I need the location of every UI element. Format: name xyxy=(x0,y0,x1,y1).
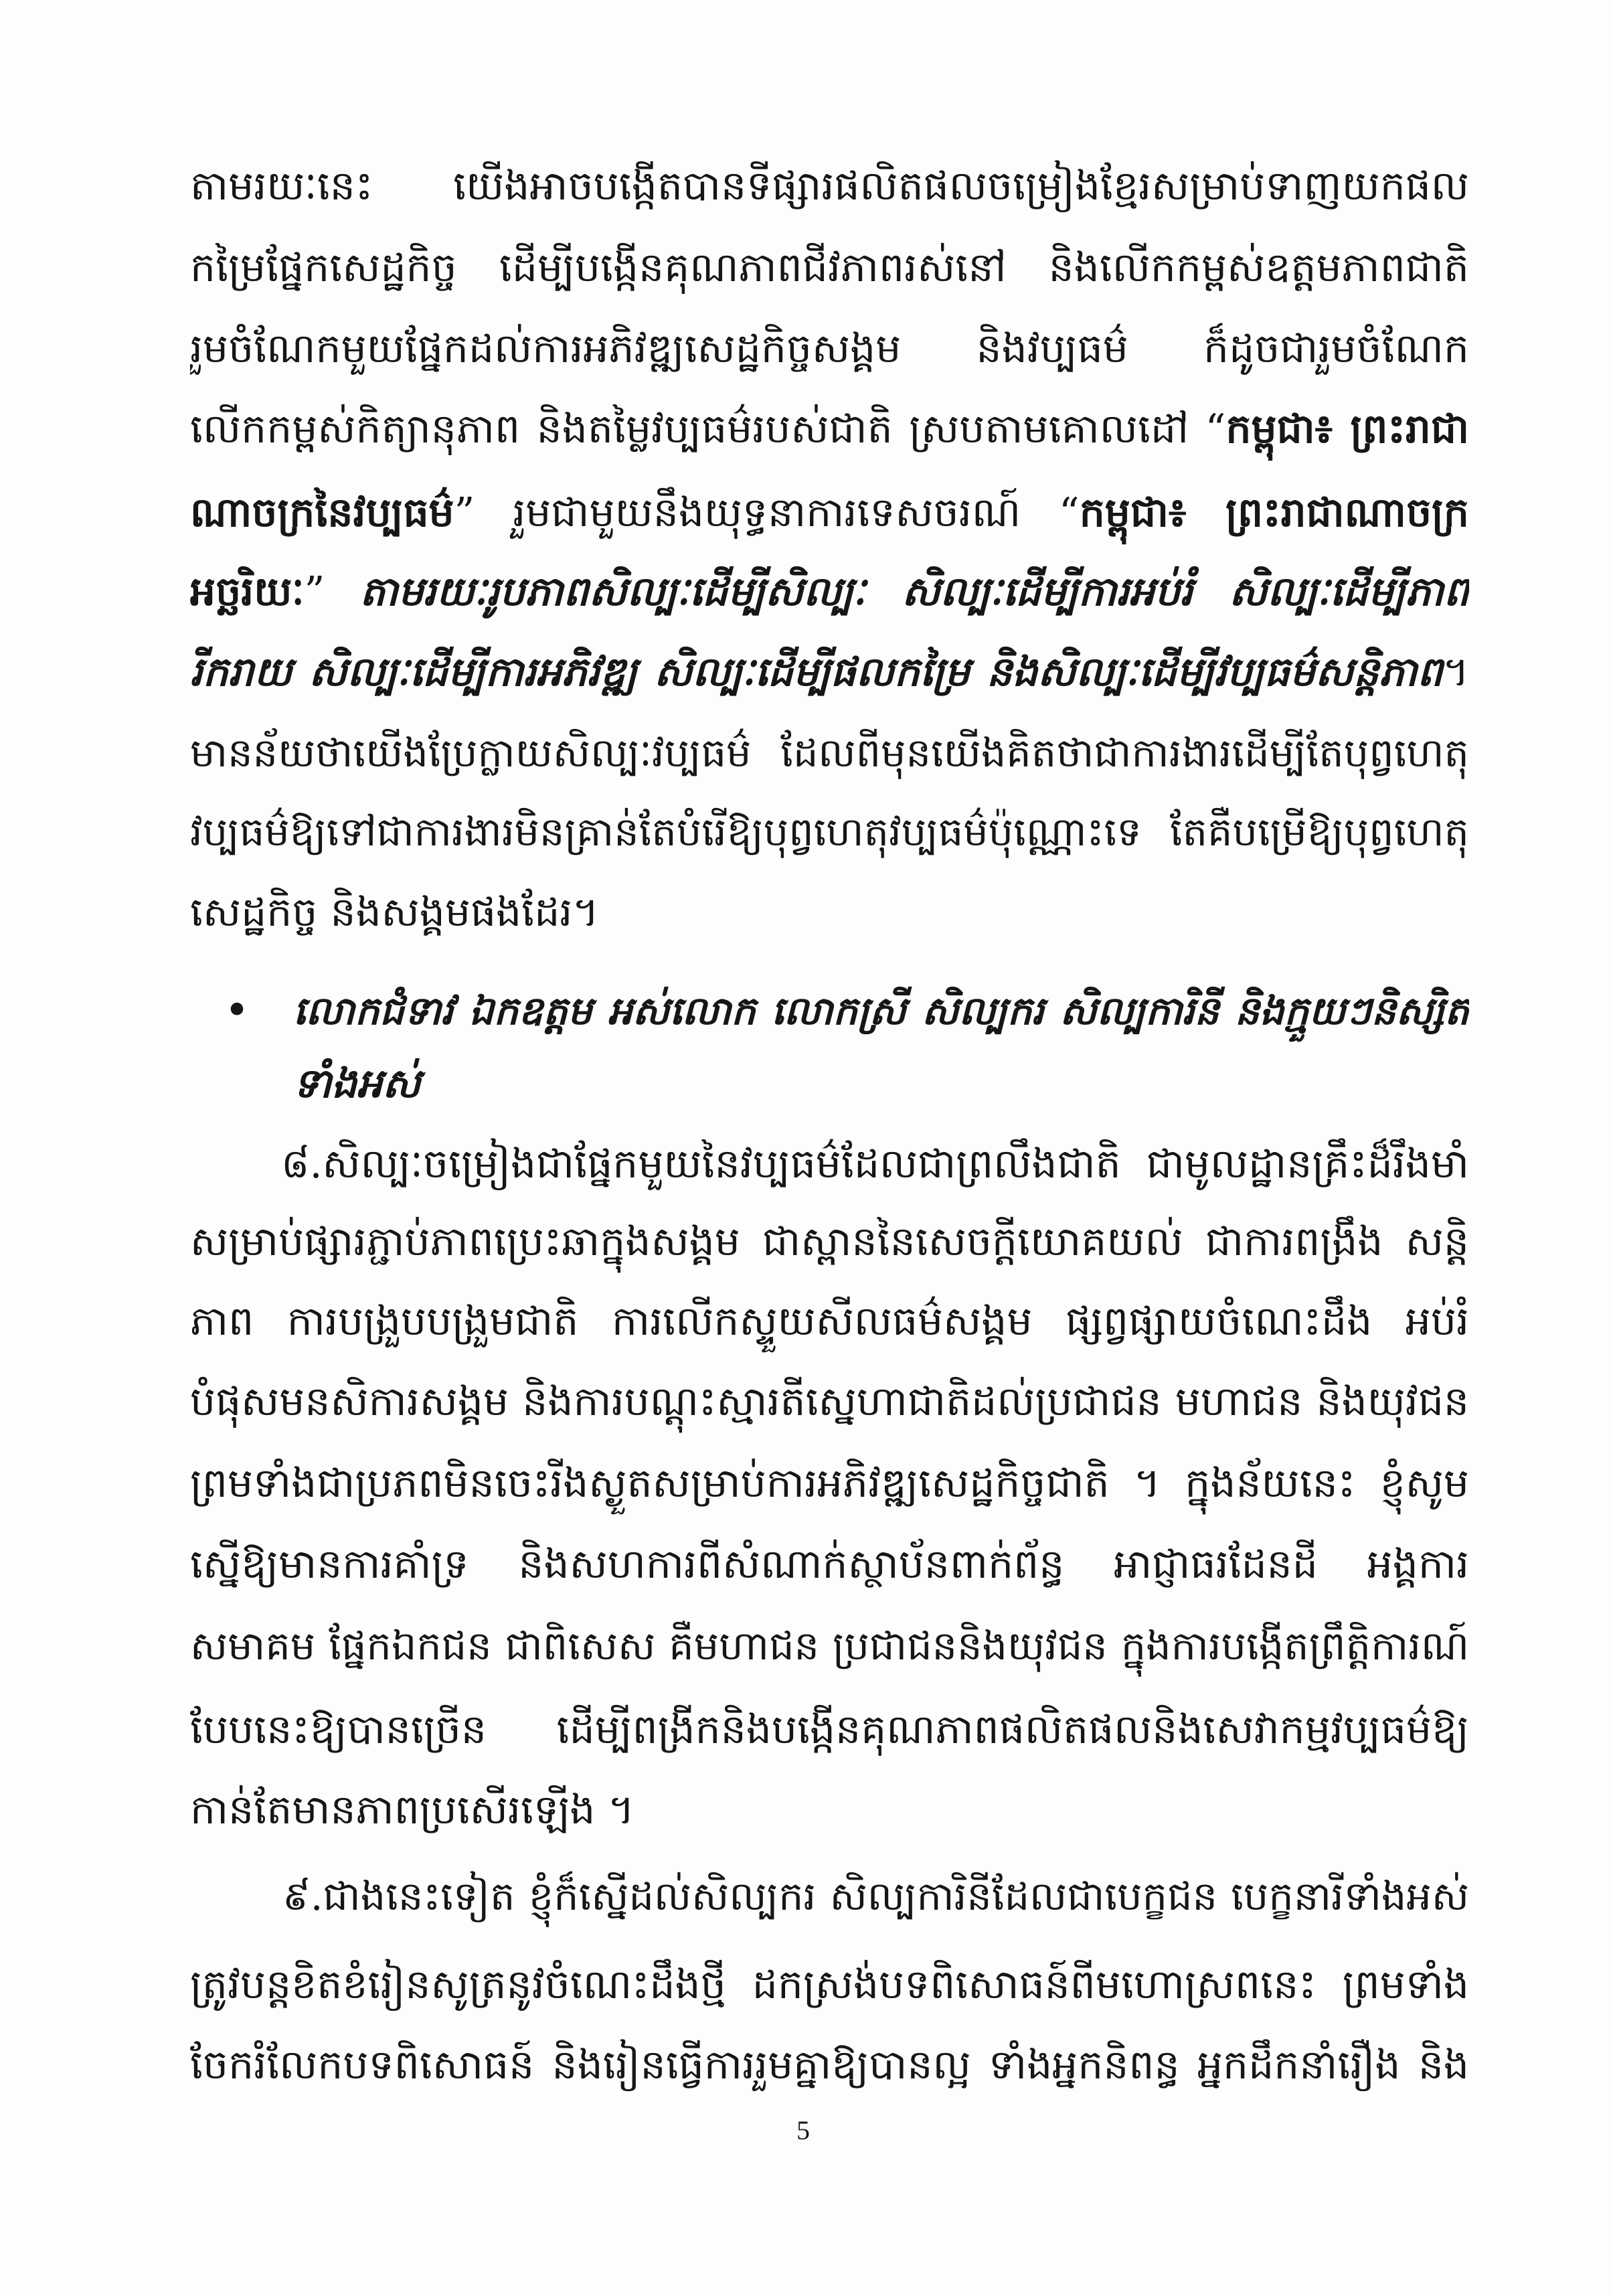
item-8-line: បំផុសមនសិការសង្គម និងការបណ្តុះស្មារតីស្នេហាជាតិដល់ប្រជាជន មហាជន និងយុវជន xyxy=(190,1378,1469,1425)
text-segment: ។ xyxy=(1442,649,1469,695)
intro-paragraph-line xyxy=(190,872,1469,953)
emphasis-text: តាមរយៈរូបភាពសិល្បៈដើម្បីសិល្បៈ សិល្បៈដើម្បីការអប់រំ សិល្បៈដើម្បីភាព xyxy=(359,568,1469,615)
bold-slogan-text: កម្ពុជា៖ ព្រះរាជាណាចក្រ xyxy=(1079,489,1469,536)
intro-paragraph-line xyxy=(190,632,1469,712)
item-8-line: សមាគម ផ្នែកឯកជន ជាពិសេស គឺមហាជន ប្រជាជននិងយុវជន ក្នុងការបង្កើតព្រឹត្តិការណ៍ xyxy=(190,1623,1469,1669)
item-8-line: សម្រាប់ផ្សារភ្ជាប់ភាពប្រេះឆាក្នុងសង្គម ជាស្ពាននៃសេចក្តីយោគយល់ ជាការពង្រឹង សន្តិ xyxy=(190,1218,1469,1265)
item-8-line: បែបនេះឱ្យបានច្រើន ដើម្បីពង្រីកនិងបង្កើនគុណភាពផលិតផលនិងសេវាកម្មវប្បធម៌ឱ្យ xyxy=(190,1706,1469,1753)
bold-slogan-text: ណាចក្រនៃវប្បធម៌ xyxy=(190,489,454,536)
intro-paragraph-line xyxy=(190,309,1469,389)
text-segment: វប្បធម៌ឱ្យទៅជាការងារមិនគ្រាន់តែបំរើឱ្យបុព្វហេតុវប្បធម៌ប៉ុណ្ណោះទេ តែគឺបម្រើឱ្យបុព្វហេតុ xyxy=(190,809,1469,855)
intro-paragraph-line xyxy=(190,552,1469,632)
intro-paragraph-line xyxy=(190,713,1469,793)
bold-slogan-text: អច្ឆរិយៈ xyxy=(190,568,305,615)
item-9-line: ៩.ជាងនេះទៀត ខ្ញុំក៏ស្នើដល់សិល្បករ សិល្បការិនីដែលជាបេក្ខជន បេក្ខនារីទាំងអស់ xyxy=(282,1873,1469,1919)
item-8-line: ៨.សិល្បៈចម្រៀងជាផ្នែកមួយនៃវប្បធម៌ដែលជាព្រលឹងជាតិ ជាមូលដ្ឋានគ្រឹះដ៏រឹងមាំ xyxy=(281,1141,1469,1187)
intro-paragraph-line xyxy=(190,228,1469,308)
text-segment: កម្រៃផ្នែកសេដ្ឋកិច្ច ដើម្បីបង្កើនគុណភាពជីវភាពរស់នៅ និងលើកកម្ពស់ឧត្តមភាពជាតិ xyxy=(190,244,1469,291)
bold-slogan-text: កម្ពុជា៖ ព្រះរាជា xyxy=(1225,406,1469,453)
bullet-icon: • xyxy=(224,986,250,1036)
intro-paragraph-line xyxy=(190,146,1469,226)
text-segment: តាមរយៈនេះ យើងអាចបង្កើតបានទីផ្សារផលិតផលចម្រៀងខ្មែរសម្រាប់ទាញយកផល xyxy=(190,163,1469,210)
text-segment: មានន័យថាយើងប្រែក្លាយសិល្បៈវប្បធម៌ ដែលពីមុនយើងគិតថាជាការងារដើម្បីតែបុព្វហេតុ xyxy=(190,730,1469,776)
text-segment: សេដ្ឋកិច្ច និងសង្គមផងដែរ។ xyxy=(190,889,599,936)
intro-paragraph-line xyxy=(190,792,1469,872)
intro-paragraph-line xyxy=(190,473,1469,553)
item-8-line: ភាព ការបង្រួបបង្រួមជាតិ ការលើកស្ទួយសីលធម៌សង្គម ផ្សព្វផ្សាយចំណេះដឹង អប់រំ xyxy=(190,1298,1469,1345)
text-segment: ” xyxy=(304,568,360,615)
text-segment: រួមចំណែកមួយផ្នែកដល់ការអភិវឌ្ឍសេដ្ឋកិច្ចសង្គម និងវប្បធម៌ ក៏ដូចជារួមចំណែក xyxy=(190,325,1469,372)
item-8-line: ស្នើឱ្យមានការគាំទ្រ និងសហការពីសំណាក់ស្ថាប័នពាក់ព័ន្ធ អាជ្ញាធរដែនដី អង្គការ xyxy=(190,1541,1469,1588)
item-9-line: ចែករំលែកបទពិសោធន៍ និងរៀនធ្វើការរួមគ្នាឱ្យបានល្អ ទាំងអ្នកនិពន្ធ អ្នកដឹកនាំរឿង និង xyxy=(190,2042,1469,2088)
salutation-line: ទាំងអស់ xyxy=(293,1060,421,1107)
item-9-line: ត្រូវបន្តខិតខំរៀនសូត្រនូវចំណេះដឹងថ្មី ដកស្រង់បទពិសោធន៍ពីមហោស្រពនេះ ព្រមទាំង xyxy=(190,1961,1469,2008)
text-segment: លើកកម្ពស់កិត្យានុភាព និងតម្លៃវប្បធម៌របស់ជាតិ ស្របតាមគោលដៅ “ xyxy=(190,406,1226,453)
page-number: 5 xyxy=(796,2115,810,2145)
salutation-line: លោកជំទាវ ឯកឧត្តម អស់លោក លោកស្រី សិល្បករ សិល្បការិនី និងក្មួយៗនិស្សិត xyxy=(293,988,1469,1034)
item-8-line: ព្រមទាំងជាប្រភពមិនចេះរីងស្ងួតសម្រាប់ការអភិវឌ្ឍសេដ្ឋកិច្ចជាតិ ។ ក្នុងន័យនេះ ខ្ញុំសូម xyxy=(190,1460,1469,1507)
text-segment: ” រួមជាមួយនឹងយុទ្ធនាការទេសចរណ៍ “ xyxy=(454,489,1080,536)
intro-paragraph-line xyxy=(190,389,1469,469)
item-8-line: កាន់តែមានភាពប្រសើរឡើង ។ xyxy=(190,1787,634,1833)
emphasis-text: រីករាយ សិល្បៈដើម្បីការអភិវឌ្ឍ សិល្បៈដើម្បីផលកម្រៃ និងសិល្បៈដើម្បីវប្បធម៌សន្តិភាព xyxy=(190,649,1443,695)
